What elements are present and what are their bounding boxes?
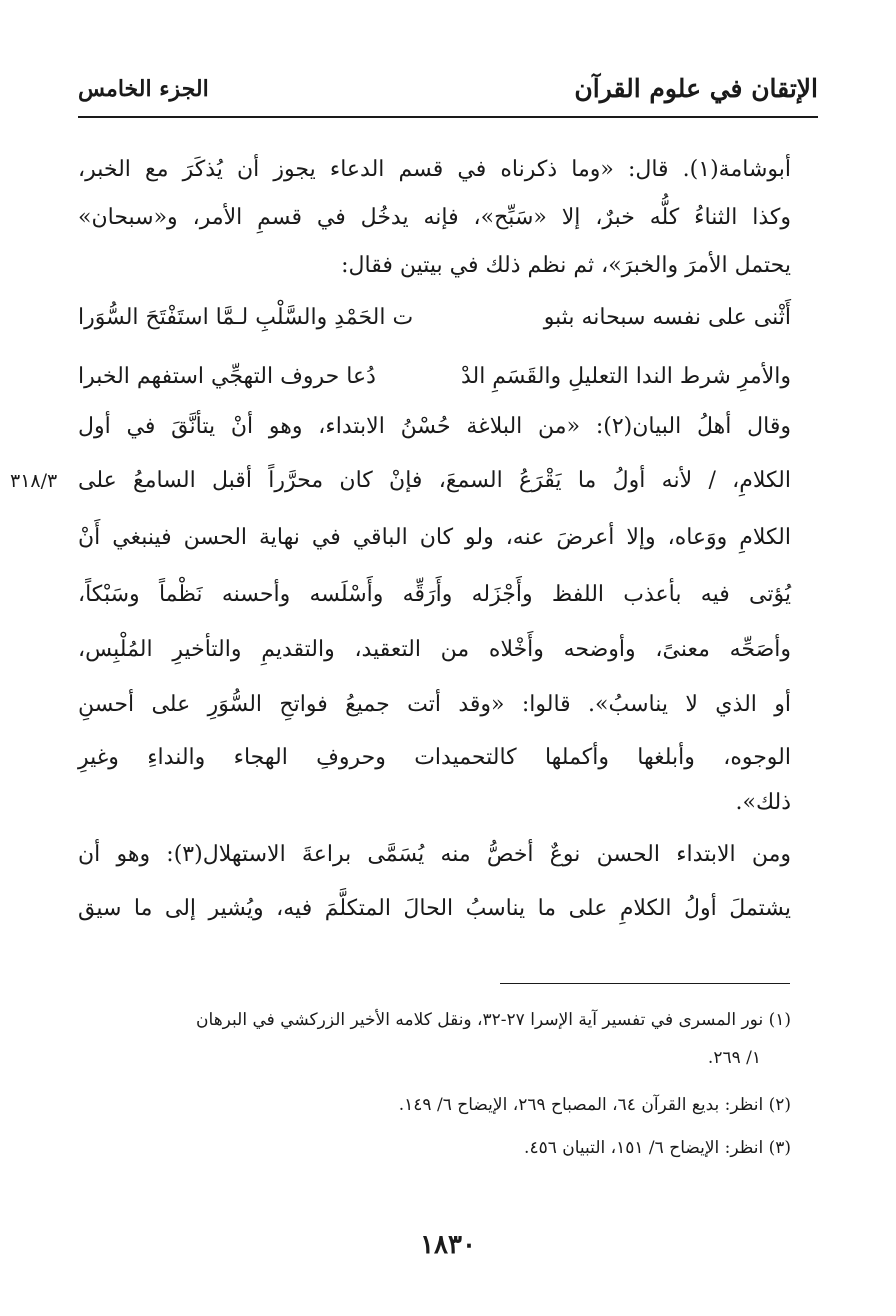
verse-hemistich-left: دُعا حروف التهجِّي استفهم الخبرا (78, 364, 376, 389)
footnote: (٢) انظر: بديع القرآن ٦٤، المصباح ٢٦٩، الإيضاح ٦/ ١٤٩. (398, 1095, 791, 1115)
verse-hemistich-right: أَثْنى على نفسه سبحانه بثبو (543, 305, 791, 330)
volume-label: الجزء الخامس (78, 76, 209, 102)
body-line: الوجوه، وأبلغها وأكملها كالتحميدات وحروفِ الهجاء والنداءِ وغيرِ (78, 745, 791, 770)
footnote: (٣) انظر: الإيضاح ٦/ ١٥١، التبيان ٤٥٦. (524, 1138, 791, 1158)
body-line: الكلامِ ووَعاه، وإلا أعرضَ عنه، ولو كان الباقي في نهاية الحسن فينبغي أَنْ (78, 525, 791, 550)
body-line: وأصَحِّه معنىً، وأوضحه وأَخْلاه من التعقيد، والتقديمِ والتأخيرِ المُلْبِس، (78, 637, 791, 662)
page-number: ١٨٣٠ (420, 1230, 476, 1260)
body-line: وكذا الثناءُ كلُّه خبرٌ، إلا «سَبِّح»، فإنه يدخُل في قسمِ الأمر، و«سبحان» (78, 205, 791, 230)
body-line: أو الذي لا يناسبُ». قالوا: «وقد أتت جميعُ فواتحِ السُّوَرِ على أحسنِ (78, 692, 791, 717)
header-rule (78, 116, 818, 118)
footnote-rule (500, 983, 790, 984)
footnote: (١) نور المسرى في تفسير آية الإسرا ٢٧-٣٢، ونقل كلامه الأخير الزركشي في البرهان (196, 1010, 791, 1030)
book-title: الإتقان في علوم القرآن (574, 74, 818, 103)
body-line: ذلك». (735, 790, 791, 815)
verse-hemistich-right: والأمرِ شرط الندا التعليلِ والقَسَمِ الدْ (460, 364, 791, 389)
footnote-continuation: ١/ ٢٦٩. (707, 1048, 761, 1068)
running-header (78, 74, 818, 114)
body-line: ومن الابتداء الحسن نوعٌ أخصُّ منه يُسَمَّى براعةَ الاستهلال(٣): وهو أن (78, 842, 791, 867)
body-line: أبوشامة(١). قال: «وما ذكرناه في قسم الدعاء يجوز أن يُذكَرَ مع الخبر، (78, 157, 791, 182)
body-line: وقال أهلُ البيان(٢): «من البلاغة حُسْنُ الابتداء، وهو أنْ يتأنَّقَ في أول (78, 414, 791, 439)
body-line: يشتملَ أولُ الكلامِ على ما يناسبُ الحالَ المتكلَّمَ فيه، ويُشير إلى ما سيق (78, 896, 791, 921)
body-line: الكلامِ، / لأنه أولُ ما يَقْرَعُ السمعَ، فإنْ كان محرَّراً أقبل السامعُ على (78, 468, 791, 493)
body-line: يحتمل الأمرَ والخبرَ»، ثم نظم ذلك في بيتين فقال: (341, 253, 791, 278)
margin-reference: ٣١٨/٣ (10, 470, 58, 492)
verse-hemistich-left: ت الحَمْدِ والسَّلْبِ لـمَّا استَفْتَحَ السُّوَرا (78, 305, 414, 330)
body-line: يُؤتى فيه بأعذب اللفظ وأَجْزَله وأَرَقِّه وأَسْلَسه وأحسنه نَظْماً وسَبْكاً، (78, 582, 791, 607)
